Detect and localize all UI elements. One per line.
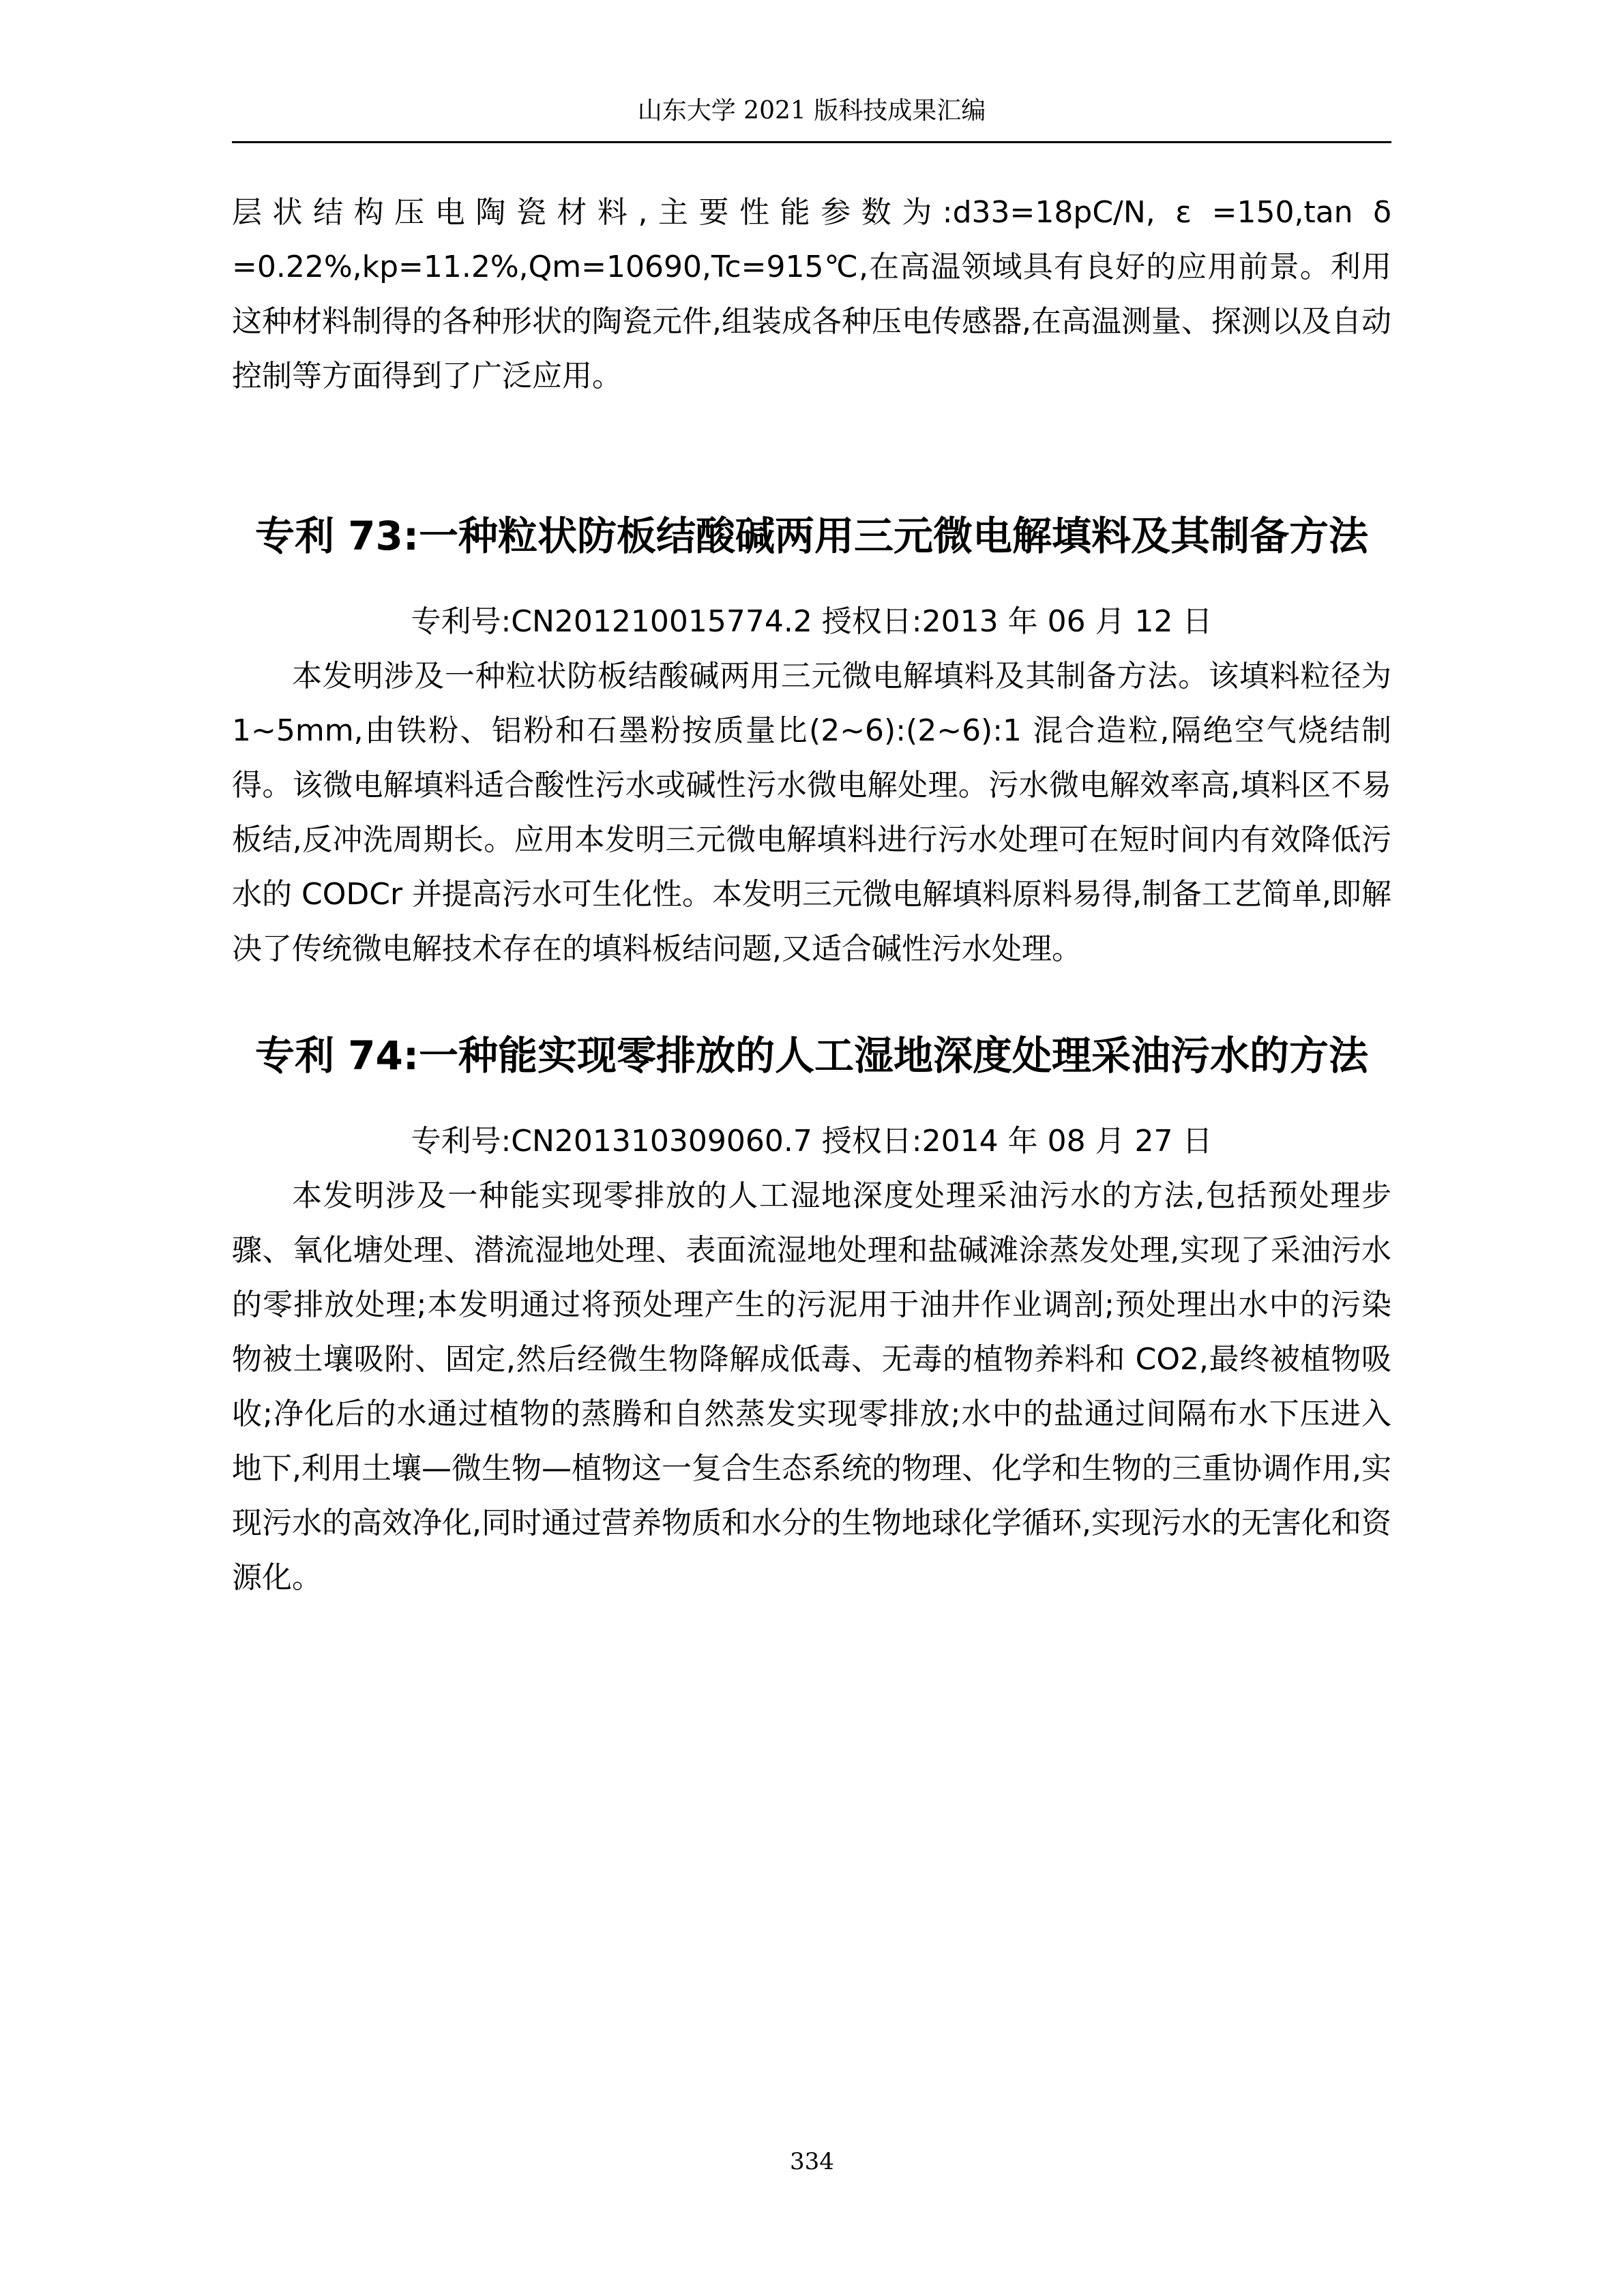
section-spacer	[232, 404, 1391, 477]
patent-73-meta: 专利号:CN201210015774.2 授权日:2013 年 06 月 12 日	[411, 604, 1213, 639]
patent-73-title: 专利 73:一种粒状防板结酸碱两用三元微电解填料及其制备方法	[254, 513, 1369, 559]
patent-74-section	[232, 997, 1391, 1605]
section-spacer	[232, 976, 1391, 997]
patent-73-section	[232, 477, 1391, 976]
patent-74-abstract: 本发明涉及一种能实现零排放的人工湿地深度处理采油污水的方法,包括预处理步骤、氧化塘处理、潜流湿地处理、表面流湿地处理和盐碱滩涂蒸发处理,实现了采油污水的零排放处理;本发明通过将预处理产生的污泥用于油井作业调剖;预处理出水中的污染物被土壤吸附、固定,然后经微生物降解成低毒、无毒的植物养料和 CO2,最终被植物吸收;净化后的水通过植物的蒸腾和自然蒸发实现零排放;水中的盐通过间隔布水下压进入地下,利用土壤—微生物—植物这一复合生态系统的物理、化学和生物的三重协调作用,实现污水的高效净化,同时通过营养物质和水分的生物地球化学循环,实现污水的无害化和资源化。	[232, 1178, 1391, 1595]
document-body	[232, 185, 1391, 1605]
intro-paragraph: 层状结构压电陶瓷材料,主要性能参数为:d33=18pC/N, ε =150,tan δ =0.22%,kp=11.2%,Qm=10690,Tc=915℃,在高温领域具有良好的应用前景。利用这种材料制得的各种形状的陶瓷元件,组装成各种压电传感器,在高温测量、探测以及自动控制等方面得到了广泛应用。	[232, 195, 1391, 393]
patent-73-abstract: 本发明涉及一种粒状防板结酸碱两用三元微电解填料及其制备方法。该填料粒径为 1~5mm,由铁粉、铝粉和石墨粉按质量比(2~6):(2~6):1 混合造粒,隔绝空气烧结制得。该微电解填料适合酸性污水或碱性污水微电解处理。污水微电解效率高,填料区不易板结,反冲洗周期长。应用本发明三元微电解填料进行污水处理可在短时间内有效降低污水的 CODCr 并提高污水可生化性。本发明三元微电解填料原料易得,制备工艺简单,即解决了传统微电解技术存在的填料板结问题,又适合碱性污水处理。	[232, 659, 1391, 966]
page-header: 山东大学 2021 版科技成果汇编	[232, 87, 1391, 143]
page-number: 334	[790, 2148, 834, 2175]
patent-74-meta: 专利号:CN201310309060.7 授权日:2014 年 08 月 27 日	[411, 1124, 1213, 1159]
patent-74-title: 专利 74:一种能实现零排放的人工湿地深度处理采油污水的方法	[254, 1032, 1369, 1079]
